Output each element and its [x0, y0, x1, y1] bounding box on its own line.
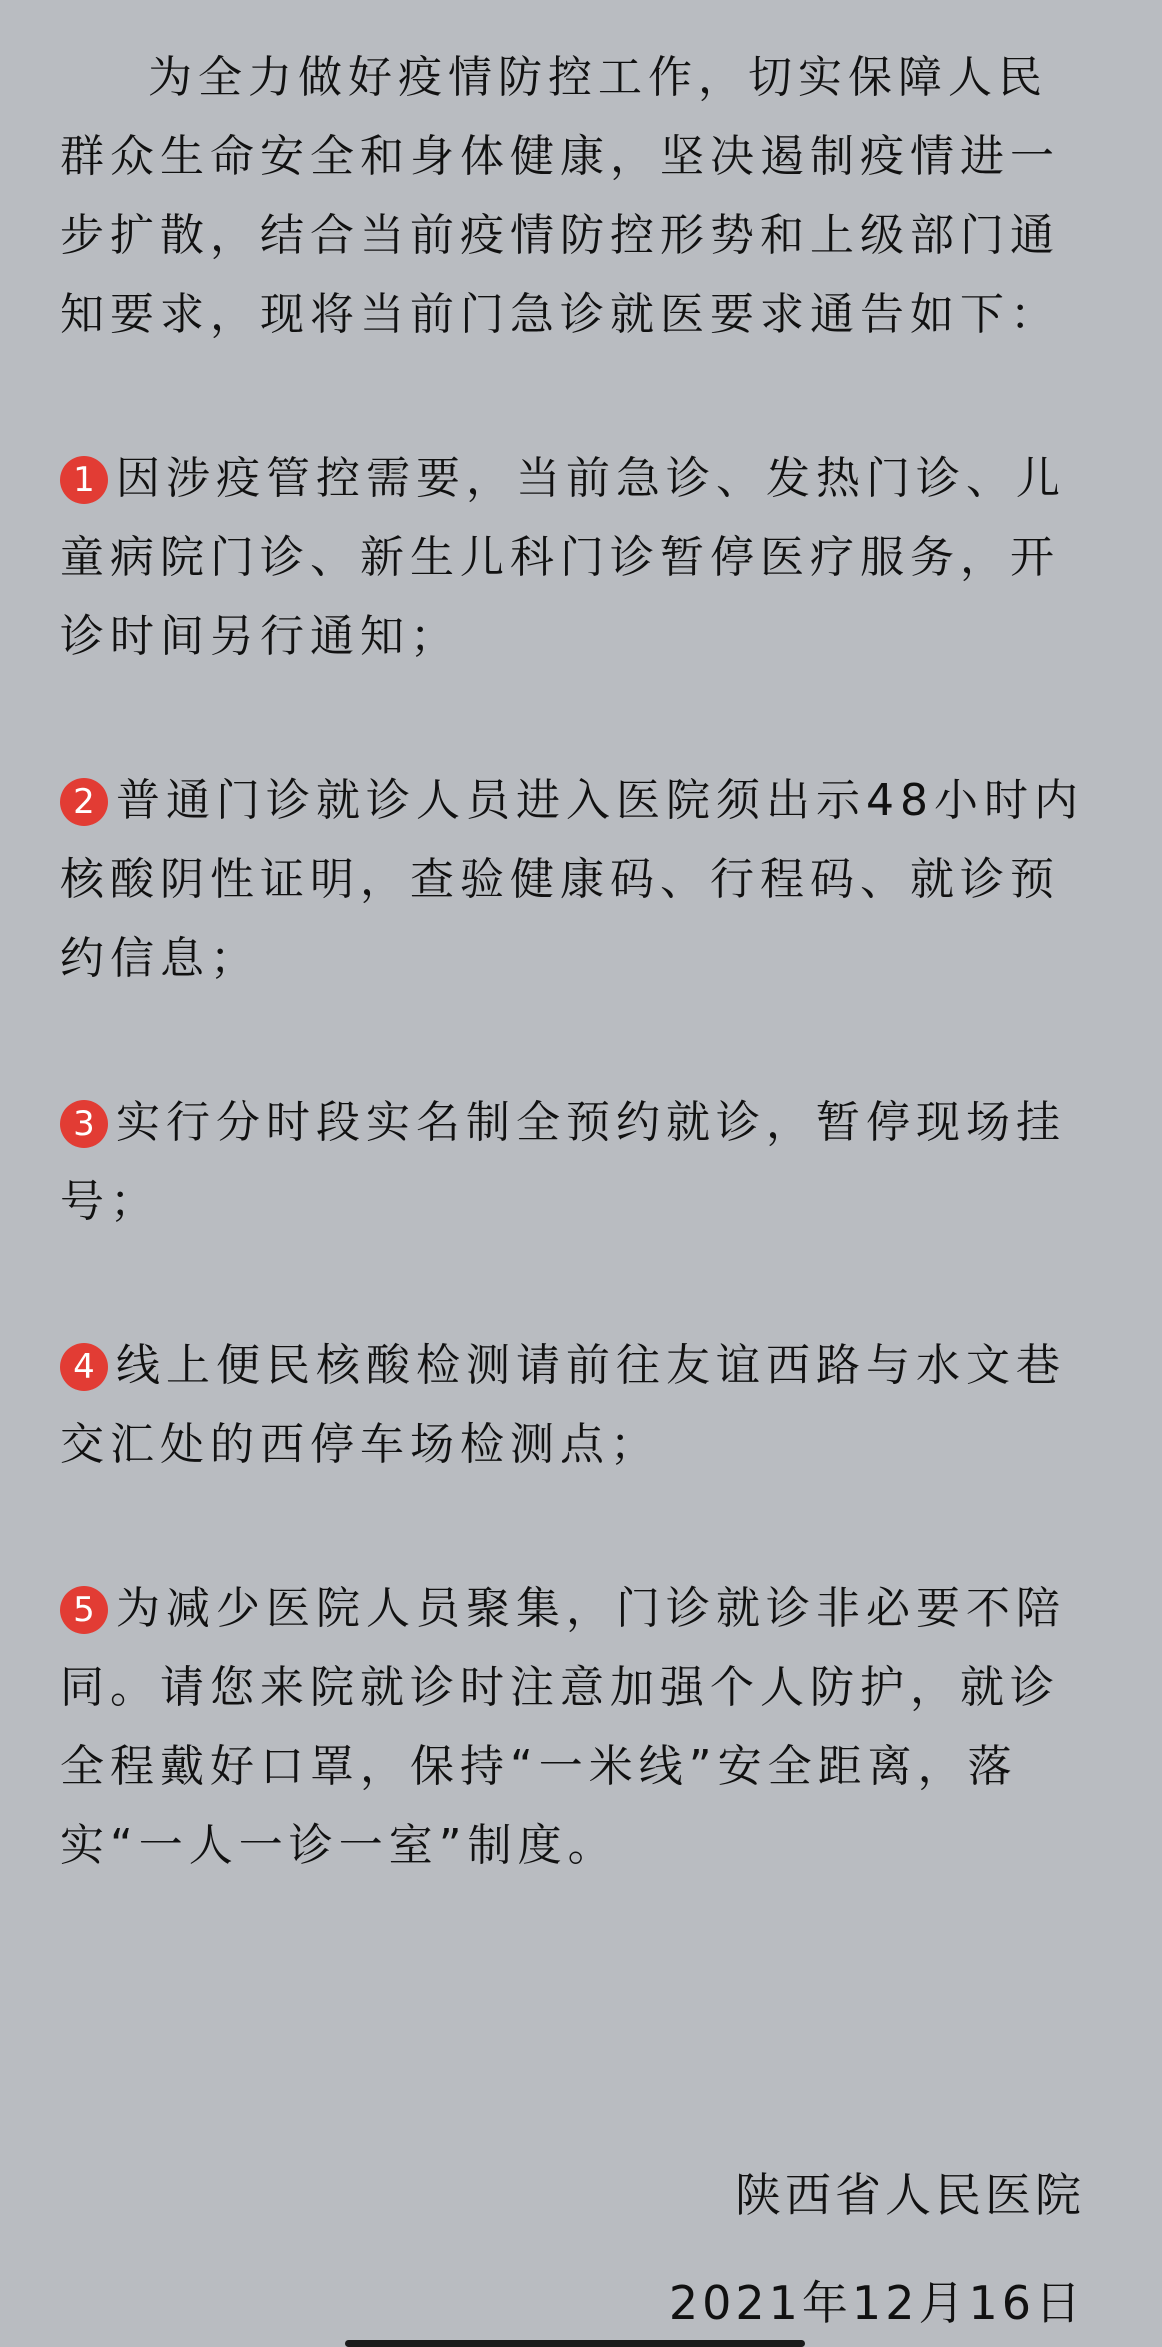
notice-item-1	[60, 439, 1092, 676]
notice-item-2	[60, 761, 1092, 998]
home-indicator-bar[interactable]	[345, 2340, 805, 2347]
notice-item-3	[60, 1083, 1092, 1241]
notice-body	[60, 38, 1092, 1885]
number-4-badge: 4	[60, 1343, 108, 1391]
number-2-badge: 2	[60, 778, 108, 826]
notice-item-text: 因涉疫管控需要，当前急诊、发热门诊、儿童病院门诊、新生儿科门诊暂停医疗服务，开诊时间另行通知；	[60, 453, 1066, 662]
number-5-badge: 5	[60, 1586, 108, 1634]
notice-item-text: 为减少医院人员聚集，门诊就诊非必要不陪同。请您来院就诊时注意加强个人防护，就诊全程戴好口罩，保持“一米线”安全距离，落实“一人一诊一室”制度。	[60, 1583, 1066, 1871]
intro-paragraph: 为全力做好疫情防控工作，切实保障人民群众生命安全和身体健康，坚决遏制疫情进一步扩散，结合当前疫情防控形势和上级部门通知要求，现将当前门急诊就医要求通告如下：	[60, 52, 1060, 340]
issuer-organization: 陕西省人民医院	[735, 2168, 1085, 2222]
notice-item-4	[60, 1326, 1092, 1484]
number-1-badge: 1	[60, 456, 108, 504]
notice-item-text: 线上便民核酸检测请前往友谊西路与水文巷交汇处的西停车场检测点；	[60, 1340, 1066, 1470]
notice-item-5	[60, 1569, 1092, 1885]
number-3-badge: 3	[60, 1100, 108, 1148]
notice-item-text: 实行分时段实名制全预约就诊，暂停现场挂号；	[60, 1097, 1066, 1227]
issue-date: 2021年12月16日	[668, 2276, 1085, 2330]
notice-item-text: 普通门诊就诊人员进入医院须出示48小时内核酸阴性证明，查验健康码、行程码、就诊预约信息；	[60, 775, 1084, 984]
